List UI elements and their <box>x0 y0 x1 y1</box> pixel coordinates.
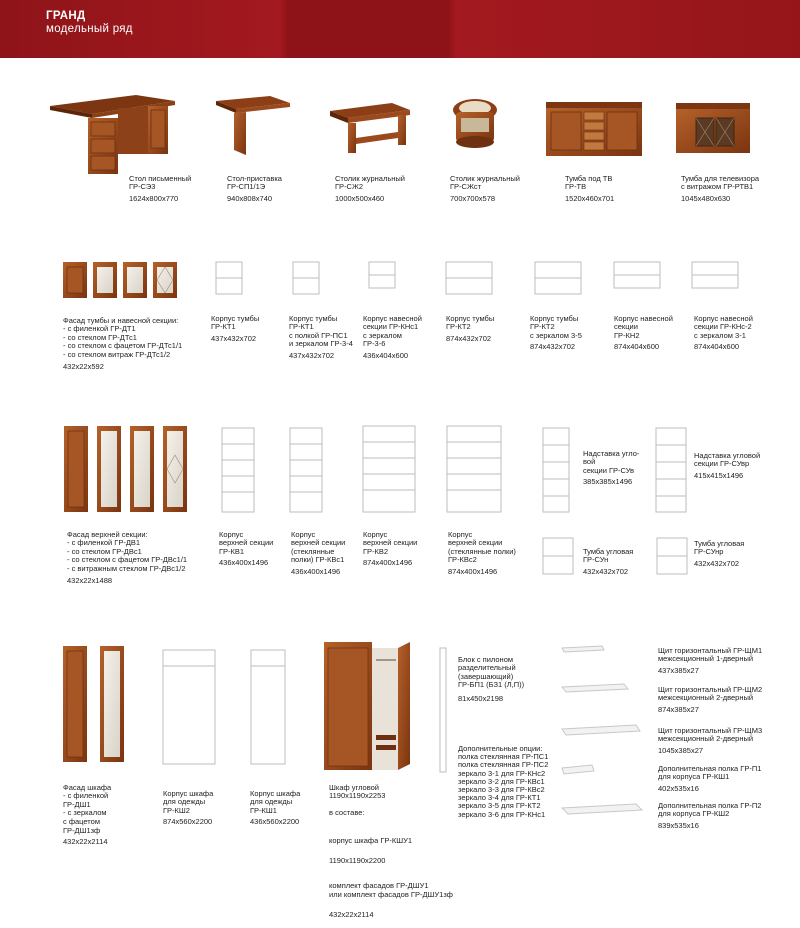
options-list: Дополнительные опции: полка стеклянная ГР-ПС1 полка стеклянная ГР-ПС2 зеркало 3-1 для ГР-КНс2 зеркало 3-2 для ГР-КВс1 зеркало 3-3 для ГР-КВс2 зеркало 3-4 для ГР-КТ1 зеркало 3-5 для ГР-КТ2 зеркало 3-6 для ГР-КНс1 <box>458 744 549 819</box>
item-dim: 385x385x1496 <box>583 477 633 487</box>
wardrobe-facades-dim: 432x22x2114 <box>329 909 374 919</box>
item-dim: 432x22x1488 <box>67 575 113 585</box>
item-dim: 874x400x1496 <box>363 558 413 568</box>
item-dim: 874x385x27 <box>658 704 699 714</box>
wardrobe-front-images <box>63 646 124 762</box>
item-dim: 437x385x27 <box>658 665 699 675</box>
item-kn2-caption <box>614 306 673 361</box>
item-name: Стол письменный ГР-СЭ3 <box>129 173 192 192</box>
item-name: Корпус навесной секции ГР-КН2 <box>614 313 673 340</box>
item-dim: 874x560x2200 <box>163 817 213 827</box>
item-upper-front-caption <box>67 522 187 594</box>
item-dim: 874x400x1496 <box>448 566 498 576</box>
item-kns2-caption <box>694 306 753 361</box>
item-kvs1-caption <box>291 522 345 585</box>
item-name: Корпус шкафа для одежды ГР-КШ2 <box>163 788 214 815</box>
item-round-table-caption <box>450 166 520 212</box>
brand-title: ГРАНД <box>46 10 86 22</box>
item-kt2-mirror-caption <box>530 306 582 361</box>
desk-image <box>50 95 175 174</box>
upper-front-images <box>64 426 187 512</box>
item-dim: 432x432x702 <box>583 566 629 576</box>
item-name: Корпус шкафа для одежды ГР-КШ1 <box>250 788 301 815</box>
tv-stand-image <box>546 102 642 156</box>
item-dim: 1190x1190x2253 <box>329 791 386 801</box>
item-dim: 940x808x740 <box>227 193 273 203</box>
item-dim: 436x560x2200 <box>250 817 300 827</box>
corner-wardrobe-image <box>324 642 410 770</box>
item-dim: 874x432x702 <box>530 342 576 352</box>
item-dim: 432x432x702 <box>694 558 740 568</box>
cabinet-body-images <box>216 262 738 294</box>
item-name: Корпус верхней секции (стеклянные полки) ГР-КВс2 <box>448 529 516 565</box>
item-name: Дополнительная полка ГР-П1 для корпуса ГР-КШ1 <box>658 763 762 782</box>
item-name: Щит горизонтальный ГР-ЩМ3 межсекционный 2-дверный <box>658 725 763 744</box>
item-name: Корпус верхней секции ГР-КВ1 <box>219 529 274 556</box>
item-dim: 700x700x578 <box>450 193 496 203</box>
item-dim: 1045x385x27 <box>658 745 704 755</box>
item-wardrobe-front-caption <box>63 775 111 855</box>
shelf-board-images <box>562 646 642 814</box>
item-name: Тумба для телевизора с витражом ГР-РТВ1 <box>681 173 760 192</box>
item-name: Столик журнальный ГР-СЖ2 <box>335 173 405 192</box>
item-name: Щит горизонтальный ГР-ЩМ2 межсекционный 2-дверный <box>658 684 763 703</box>
coffee-table-image <box>330 103 410 153</box>
drawer-front-images <box>63 262 177 298</box>
item-sun-caption <box>583 539 633 585</box>
item-dim: 874x404x600 <box>614 342 660 352</box>
item-name: Корпус верхней секции (стеклянные полки) ГР-КВс1 <box>291 529 346 565</box>
item-name: Дополнительная полка ГР-П2 для корпуса ГР-КШ2 <box>658 800 762 819</box>
item-corner-wardrobe-caption <box>329 775 453 928</box>
item-tv-cabinet-caption <box>681 166 759 212</box>
item-name: Корпус навесной секции ГР-КНс-2 с зеркалом 3-1 <box>694 313 753 340</box>
item-ksh2-caption <box>163 781 213 836</box>
item-name: Тумба под ТВ ГР-ТВ <box>565 173 613 192</box>
item-dim: 81x450x2198 <box>458 693 504 703</box>
item-dim: 436x400x1496 <box>219 558 269 568</box>
item-name: Корпус тумбы ГР-КТ2 <box>446 313 495 332</box>
item-ksh1-caption <box>250 781 300 836</box>
item-dim: 437x432x702 <box>289 350 335 360</box>
item-dim: 1520x460x701 <box>565 193 615 203</box>
item-dim: 402x535x16 <box>658 783 699 793</box>
item-name: Фасад шкафа - с филенкой ГР-ДШ1 - с зеркалом с фацетом ГР-ДШ1зф <box>63 782 112 835</box>
item-name: Корпус тумбы ГР-КТ1 <box>211 313 260 332</box>
item-dim: 436x404x600 <box>363 350 409 360</box>
item-kt2-caption <box>446 306 494 352</box>
item-name: Надставка угло- вой секции ГР-СУв <box>583 448 640 475</box>
item-pylon-caption <box>458 647 524 712</box>
item-kv1-caption <box>219 522 273 577</box>
item-tv-stand-caption <box>565 166 614 212</box>
item-coffee-table-caption <box>335 166 405 212</box>
item-kv2-caption <box>363 522 417 577</box>
item-name: Шкаф угловой <box>329 782 379 792</box>
wardrobe-composition-label: в составе: <box>329 808 365 818</box>
wardrobe-facades-label: комплект фасадов ГР-ДШУ1 или комплект фасадов ГР-ДШУ1зф <box>329 880 453 899</box>
item-sunr-caption <box>694 531 744 577</box>
item-dim: 436x400x1496 <box>291 566 341 576</box>
item-dim: 432x22x592 <box>63 361 104 371</box>
round-coffee-table-image <box>453 99 497 148</box>
item-dim: 432x22x2114 <box>63 837 108 847</box>
item-name: Надставка угловой секции ГР-СУвр <box>694 450 761 469</box>
item-dim: 874x404x600 <box>694 342 740 352</box>
item-dim: 415x415x1496 <box>694 470 744 480</box>
item-dim: 1045x480x630 <box>681 193 731 203</box>
item-name: Тумба угловая ГР-СУн <box>583 546 634 565</box>
item-dim: 1624x800x770 <box>129 193 179 203</box>
wardrobe-body-label: корпус шкафа ГР-КШУ1 <box>329 835 413 845</box>
item-drawer-front-caption <box>63 308 182 380</box>
item-dim: 1000x500x460 <box>335 193 385 203</box>
item-dim: 437x432x702 <box>211 333 257 343</box>
item-side-table-caption <box>227 166 282 212</box>
item-kvs2-caption <box>448 522 516 585</box>
item-kns1-caption <box>363 306 422 369</box>
item-name: Корпус тумбы ГР-КТ1 с полкой ГР-ПС1 и зеркалом ГР-3-4 <box>289 313 353 349</box>
item-suv-caption <box>583 441 639 496</box>
shelf-p2-caption <box>658 793 761 839</box>
item-kt1-shelf-caption <box>289 306 353 369</box>
shelf-shm2-caption <box>658 677 762 723</box>
item-dim: 874x432x702 <box>446 333 492 343</box>
item-name: Фасад верхней секции: - с филенкой ГР-ДВ1 - со стеклом ГР-ДВс1 - со стеклом с фацетом ГР-ДВс1/1 - с витражным стеклом ГР-ДВс1/2 <box>67 529 188 573</box>
item-name: Тумба угловая ГР-СУнр <box>694 538 745 557</box>
item-name: Столик журнальный ГР-СЖст <box>450 173 520 192</box>
wardrobe-body-dim: 1190x1190x2200 <box>329 855 386 865</box>
item-suvr-caption <box>694 443 760 489</box>
item-name: Корпус тумбы ГР-КТ2 с зеркалом 3-5 <box>530 313 582 340</box>
item-name: Фасад тумбы и навесной секции: - с филенкой ГР-ДТ1 - со стеклом ГР-ДТс1 - со стеклом с фацетом ГР-ДТс1/1 - со стеклом витраж ГР-ДТс1/2 <box>63 315 183 359</box>
item-desk-caption <box>129 166 191 212</box>
item-name: Щит горизонтальный ГР-ЩМ1 межсекционный 1-дверный <box>658 645 763 664</box>
item-name: Стол-приставка ГР-СП1/1Э <box>227 173 282 192</box>
item-name: Блок с пилоном разделительный (завершающий) ГР-БП1 (БЗ1 (Л,П)) <box>458 654 525 690</box>
item-kt1-caption <box>211 306 259 352</box>
tv-cabinet-image <box>676 103 750 153</box>
item-name: Корпус навесной секции ГР-КНс1 с зеркалом ГР-3-6 <box>363 313 422 349</box>
brand-subtitle: модельный ряд <box>46 23 133 35</box>
side-table-image <box>216 96 290 155</box>
item-dim: 839x535x16 <box>658 820 699 830</box>
item-name: Корпус верхней секции ГР-КВ2 <box>363 529 418 556</box>
